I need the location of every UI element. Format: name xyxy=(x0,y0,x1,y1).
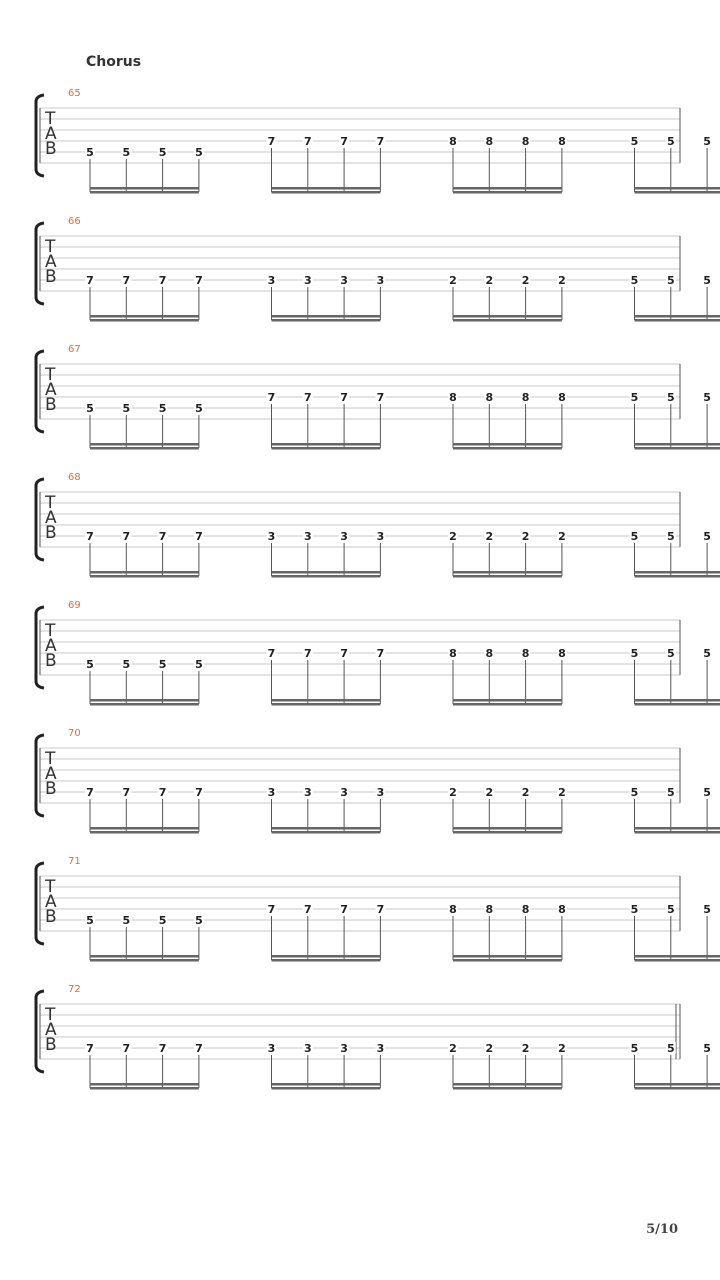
fret-number: 2 xyxy=(449,530,457,543)
fret-number: 7 xyxy=(340,135,348,148)
fret-number: 7 xyxy=(376,391,385,404)
tab-clef-letter: A xyxy=(45,892,57,912)
beam-secondary xyxy=(635,959,720,962)
beam-primary xyxy=(635,315,720,318)
beam-primary xyxy=(272,315,381,318)
beam-primary xyxy=(453,955,562,958)
fret-number: 7 xyxy=(86,786,94,799)
tab-clef-letter: A xyxy=(45,380,57,400)
tab-clef-letter: B xyxy=(45,907,57,927)
fret-number: 2 xyxy=(521,1042,530,1055)
fret-number: 7 xyxy=(86,1042,94,1055)
fret-number: 5 xyxy=(666,647,675,660)
beam-primary xyxy=(272,955,381,958)
beam-primary xyxy=(635,699,720,702)
fret-number: 5 xyxy=(86,658,94,671)
tab-system xyxy=(36,216,720,322)
fret-number: 5 xyxy=(122,146,131,159)
fret-number: 3 xyxy=(267,530,276,543)
beam-secondary xyxy=(635,319,720,322)
beam-primary xyxy=(272,443,381,446)
tab-clef-letter: T xyxy=(45,365,56,385)
fret-number: 2 xyxy=(521,786,530,799)
fret-number: 7 xyxy=(195,786,203,799)
fret-number: 3 xyxy=(303,1042,312,1055)
fret-number: 5 xyxy=(158,402,167,415)
fret-number: 2 xyxy=(558,530,566,543)
measure-number: 68 xyxy=(68,472,81,483)
fret-number: 7 xyxy=(303,135,312,148)
fret-number: 7 xyxy=(195,530,203,543)
beam-primary xyxy=(90,443,199,446)
fret-number: 8 xyxy=(521,391,530,404)
beam-secondary xyxy=(90,447,199,450)
fret-number: 7 xyxy=(376,135,385,148)
fret-number: 8 xyxy=(449,135,457,148)
tab-clef-letter: T xyxy=(45,493,56,513)
beam-primary xyxy=(453,827,562,830)
fret-number: 5 xyxy=(86,914,94,927)
tab-clef-letter: T xyxy=(45,877,56,897)
beam-primary xyxy=(453,1083,562,1086)
fret-number: 3 xyxy=(340,530,348,543)
fret-number: 5 xyxy=(122,914,131,927)
fret-number: 8 xyxy=(449,647,457,660)
tab-clef-letter: B xyxy=(45,267,57,287)
fret-number: 7 xyxy=(86,530,94,543)
fret-number: 5 xyxy=(703,1042,711,1055)
fret-number: 5 xyxy=(666,1042,675,1055)
beam-secondary xyxy=(272,319,381,322)
fret-number: 3 xyxy=(340,786,348,799)
fret-number: 5 xyxy=(158,914,167,927)
fret-number: 5 xyxy=(703,530,711,543)
tab-clef-letter: A xyxy=(45,1020,57,1040)
beam-secondary xyxy=(453,191,562,194)
measure-number: 67 xyxy=(68,344,81,355)
beam-primary xyxy=(635,827,720,830)
fret-number: 8 xyxy=(485,135,494,148)
beam-primary xyxy=(272,571,381,574)
beam-primary xyxy=(453,571,562,574)
tab-clef-letter: B xyxy=(45,779,57,799)
fret-number: 5 xyxy=(158,658,167,671)
fret-number: 3 xyxy=(267,786,276,799)
tab-system xyxy=(36,984,720,1090)
fret-number: 5 xyxy=(703,786,711,799)
beam-primary xyxy=(453,443,562,446)
fret-number: 2 xyxy=(558,786,566,799)
fret-number: 5 xyxy=(666,530,675,543)
fret-number: 7 xyxy=(267,903,276,916)
fret-number: 7 xyxy=(376,903,385,916)
beam-secondary xyxy=(90,319,199,322)
fret-number: 3 xyxy=(376,530,385,543)
fret-number: 7 xyxy=(340,391,348,404)
beam-primary xyxy=(635,955,720,958)
fret-number: 5 xyxy=(666,786,675,799)
beam-secondary xyxy=(90,575,199,578)
fret-number: 8 xyxy=(521,903,530,916)
beam-secondary xyxy=(453,703,562,706)
beam-primary xyxy=(90,1083,199,1086)
fret-number: 8 xyxy=(558,903,566,916)
beam-secondary xyxy=(453,319,562,322)
fret-number: 3 xyxy=(340,1042,348,1055)
beam-secondary xyxy=(635,831,720,834)
beam-secondary xyxy=(90,703,199,706)
fret-number: 5 xyxy=(703,391,711,404)
tab-clef-letter: T xyxy=(45,749,56,769)
beam-secondary xyxy=(90,959,199,962)
fret-number: 5 xyxy=(703,903,711,916)
tab-clef-letter: B xyxy=(45,395,57,415)
fret-number: 7 xyxy=(267,135,276,148)
tab-clef-letter: T xyxy=(45,621,56,641)
fret-number: 7 xyxy=(340,647,348,660)
measure-number: 72 xyxy=(68,984,81,995)
fret-number: 8 xyxy=(485,647,494,660)
section-label: Chorus xyxy=(86,54,142,70)
tab-system xyxy=(36,472,720,578)
fret-number: 3 xyxy=(376,786,385,799)
measure-number: 66 xyxy=(68,216,81,227)
beam-secondary xyxy=(635,1087,720,1090)
beam-secondary xyxy=(272,191,381,194)
fret-number: 5 xyxy=(630,530,639,543)
tab-clef-letter: B xyxy=(45,523,57,543)
fret-number: 5 xyxy=(122,658,131,671)
tab-system xyxy=(36,600,720,706)
fret-number: 2 xyxy=(558,274,566,287)
fret-number: 5 xyxy=(703,647,711,660)
fret-number: 7 xyxy=(158,1042,167,1055)
beam-secondary xyxy=(272,959,381,962)
beam-primary xyxy=(90,699,199,702)
tab-clef-letter: B xyxy=(45,1035,57,1055)
fret-number: 8 xyxy=(485,903,494,916)
tab-clef-letter: A xyxy=(45,124,57,144)
fret-number: 8 xyxy=(449,903,457,916)
fret-number: 8 xyxy=(485,391,494,404)
fret-number: 5 xyxy=(630,647,639,660)
fret-number: 5 xyxy=(666,135,675,148)
fret-number: 2 xyxy=(521,274,530,287)
fret-number: 7 xyxy=(303,647,312,660)
beam-primary xyxy=(272,1083,381,1086)
beam-secondary xyxy=(453,959,562,962)
fret-number: 3 xyxy=(267,274,276,287)
tab-clef-letter: A xyxy=(45,252,57,272)
fret-number: 7 xyxy=(195,1042,203,1055)
fret-number: 5 xyxy=(195,146,203,159)
fret-number: 3 xyxy=(340,274,348,287)
fret-number: 5 xyxy=(158,146,167,159)
beam-primary xyxy=(272,827,381,830)
beam-primary xyxy=(90,827,199,830)
fret-number: 3 xyxy=(303,530,312,543)
fret-number: 7 xyxy=(158,530,167,543)
fret-number: 7 xyxy=(122,786,131,799)
beam-secondary xyxy=(453,831,562,834)
fret-number: 7 xyxy=(122,530,131,543)
fret-number: 3 xyxy=(303,786,312,799)
fret-number: 2 xyxy=(485,530,494,543)
tab-clef-letter: T xyxy=(45,109,56,129)
tab-system xyxy=(36,728,720,834)
fret-number: 5 xyxy=(86,146,94,159)
beam-primary xyxy=(635,187,720,190)
fret-number: 5 xyxy=(666,274,675,287)
fret-number: 7 xyxy=(122,274,131,287)
measure-number: 70 xyxy=(68,728,81,739)
fret-number: 7 xyxy=(376,647,385,660)
beam-primary xyxy=(453,699,562,702)
fret-number: 7 xyxy=(158,274,167,287)
tab-clef-letter: B xyxy=(45,651,57,671)
beam-secondary xyxy=(90,831,199,834)
fret-number: 3 xyxy=(376,1042,385,1055)
fret-number: 5 xyxy=(703,135,711,148)
beam-secondary xyxy=(272,447,381,450)
measure-number: 65 xyxy=(68,88,81,99)
beam-secondary xyxy=(90,191,199,194)
fret-number: 5 xyxy=(666,903,675,916)
beam-secondary xyxy=(453,447,562,450)
beam-primary xyxy=(272,187,381,190)
fret-number: 5 xyxy=(195,658,203,671)
beam-primary xyxy=(90,955,199,958)
beam-secondary xyxy=(90,1087,199,1090)
beam-primary xyxy=(635,443,720,446)
measure-number: 71 xyxy=(68,856,81,867)
fret-number: 2 xyxy=(485,786,494,799)
fret-number: 5 xyxy=(703,274,711,287)
tab-clef-letter: A xyxy=(45,636,57,656)
beam-secondary xyxy=(453,575,562,578)
fret-number: 7 xyxy=(340,903,348,916)
tab-system xyxy=(36,344,720,450)
beam-primary xyxy=(90,571,199,574)
fret-number: 7 xyxy=(195,274,203,287)
beam-secondary xyxy=(635,191,720,194)
beam-secondary xyxy=(453,1087,562,1090)
fret-number: 3 xyxy=(376,274,385,287)
fret-number: 5 xyxy=(630,391,639,404)
tab-clef-letter: A xyxy=(45,764,57,784)
beam-secondary xyxy=(635,703,720,706)
fret-number: 7 xyxy=(122,1042,131,1055)
beam-secondary xyxy=(635,575,720,578)
fret-number: 7 xyxy=(267,391,276,404)
beam-secondary xyxy=(635,447,720,450)
fret-number: 3 xyxy=(303,274,312,287)
fret-number: 8 xyxy=(449,391,457,404)
fret-number: 7 xyxy=(158,786,167,799)
beam-primary xyxy=(635,571,720,574)
fret-number: 7 xyxy=(303,903,312,916)
beam-primary xyxy=(272,699,381,702)
tab-clef-letter: T xyxy=(45,237,56,257)
measure-number: 69 xyxy=(68,600,81,611)
beam-secondary xyxy=(272,703,381,706)
fret-number: 5 xyxy=(666,391,675,404)
fret-number: 8 xyxy=(558,135,566,148)
fret-number: 3 xyxy=(267,1042,276,1055)
fret-number: 5 xyxy=(195,914,203,927)
fret-number: 2 xyxy=(449,274,457,287)
beam-secondary xyxy=(272,831,381,834)
fret-number: 7 xyxy=(303,391,312,404)
fret-number: 8 xyxy=(558,647,566,660)
beam-primary xyxy=(453,315,562,318)
fret-number: 2 xyxy=(449,1042,457,1055)
tab-clef-letter: A xyxy=(45,508,57,528)
fret-number: 8 xyxy=(521,135,530,148)
fret-number: 7 xyxy=(86,274,94,287)
beam-primary xyxy=(90,187,199,190)
fret-number: 2 xyxy=(449,786,457,799)
fret-number: 5 xyxy=(122,402,131,415)
beam-secondary xyxy=(272,1087,381,1090)
beam-secondary xyxy=(272,575,381,578)
fret-number: 5 xyxy=(630,903,639,916)
tab-clef-letter: B xyxy=(45,139,57,159)
fret-number: 2 xyxy=(521,530,530,543)
fret-number: 5 xyxy=(630,1042,639,1055)
fret-number: 5 xyxy=(630,786,639,799)
beam-primary xyxy=(635,1083,720,1086)
fret-number: 2 xyxy=(558,1042,566,1055)
fret-number: 7 xyxy=(267,647,276,660)
tab-clef-letter: T xyxy=(45,1005,56,1025)
fret-number: 2 xyxy=(485,274,494,287)
fret-number: 5 xyxy=(86,402,94,415)
fret-number: 8 xyxy=(521,647,530,660)
tab-system xyxy=(36,88,720,194)
fret-number: 2 xyxy=(485,1042,494,1055)
beam-primary xyxy=(90,315,199,318)
fret-number: 5 xyxy=(630,135,639,148)
fret-number: 5 xyxy=(195,402,203,415)
page-number: 5/10 xyxy=(646,1222,678,1237)
fret-number: 8 xyxy=(558,391,566,404)
beam-primary xyxy=(453,187,562,190)
fret-number: 5 xyxy=(630,274,639,287)
tab-system xyxy=(36,856,720,962)
